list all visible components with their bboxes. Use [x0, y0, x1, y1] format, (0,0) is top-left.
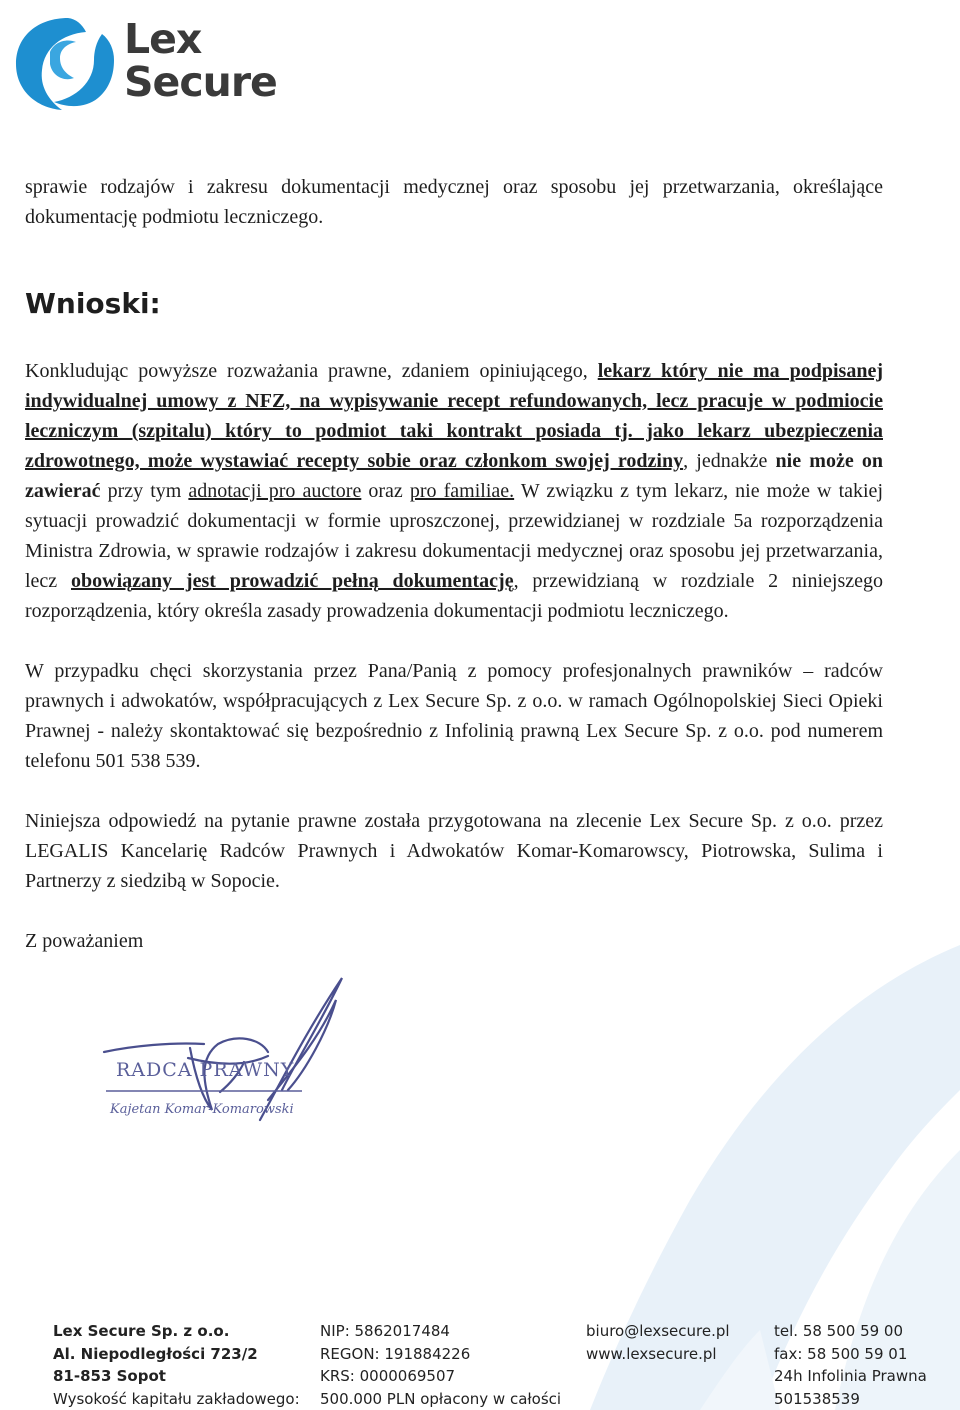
logo-word-secure: Secure: [124, 58, 277, 106]
conclusion-text: , przewidzianą w rozdziale 2 niniejszego rozporządzenia, który określa zasady prowadzenia dokumentacji podmiotu leczniczego.: [25, 570, 884, 622]
footer-hotline-label: 24h Infolinia Prawna: [774, 1367, 927, 1385]
footer-email-link[interactable]: biuro@lexsecure.pl: [586, 1322, 730, 1340]
contact-paragraph: W przypadku chęci skorzystania przez Pana/Panią z pomocy profesjonalnych prawników – radców prawnych i adwokatów, współpracujących z Lex Secure Sp. z o.o. w ramach Ogólnopolskiej Sieci Opieki Prawnej - należy skontaktować się bezpośrednio z Infolinią prawną Lex Secure Sp. z o.o. pod numerem telefonu 501 538 539.: [25, 660, 883, 772]
pro-auctore-phrase: adnotacji pro auctore: [188, 480, 362, 502]
logo-swoosh-icon: [16, 18, 114, 110]
full-documentation-phrase: obowiązany jest prowadzić pełną dokumentację: [71, 570, 514, 592]
footer-phone: tel. 58 500 59 00: [774, 1322, 904, 1340]
footer-capital-value: 500.000 PLN opłacony w całości: [320, 1389, 562, 1408]
footer-city: 81-853 Sopot: [53, 1367, 166, 1385]
footer-capital-label: Wysokość kapitału zakładowego:: [53, 1389, 300, 1408]
conclusion-text: przy tym: [100, 480, 189, 502]
conclusion-text: oraz: [361, 480, 410, 502]
footer-web-column: [586, 1320, 730, 1365]
conclusion-key-statement: lekarz który nie ma podpisanej indywidualnej umowy z NFZ, na wypisywanie recept refundowanych, lecz pracuje w podmiocie leczniczym (szpitalu) który to podmiot taki kontrakt posiada tj. jako lekarz ubezpieczenia zdrowotnego, może wystawiać recepty sobie oraz członkom swojej rodziny: [25, 360, 883, 472]
conclusion-text: Konkludując powyższe rozważania prawne, zdaniem opiniującego,: [25, 360, 598, 382]
intro-paragraph: sprawie rodzajów i zakresu dokumentacji medycznej oraz sposobu jej przetwarzania, określające dokumentację podmiotu leczniczego.: [25, 176, 883, 228]
footer-hotline-number: 501538539: [774, 1389, 860, 1408]
prepared-by-paragraph: Niniejsza odpowiedź na pytanie prawne została przygotowana na zlecenie Lex Secure Sp. z o.o. przez LEGALIS Kancelarię Radców Prawnych i Adwokatów Komar-Komarowscy, Piotrowska, Sulima i Partnerzy z siedzibą w Sopocie.: [25, 810, 883, 892]
footer-website-link[interactable]: www.lexsecure.pl: [586, 1344, 717, 1363]
conclusion-bold-phrase: nie może on zawierać: [25, 450, 884, 502]
footer-company-column: [53, 1320, 300, 1410]
stamp-text: [109, 1059, 294, 1117]
stamp-title: RADCA PRAWNY: [116, 1059, 295, 1081]
footer-fax: fax: 58 500 59 01: [774, 1344, 908, 1363]
footer-regon: REGON: 191884226: [320, 1344, 471, 1363]
footer-nip: NIP: 5862017484: [320, 1322, 450, 1340]
logo-wordmark: [124, 15, 277, 106]
stamp-name: Kajetan Komar-Komarowski: [110, 1102, 294, 1117]
logo-word-lex: Lex: [124, 15, 202, 63]
signature-stamp: [92, 960, 392, 1130]
letter-body: [25, 172, 883, 956]
handwritten-signature: [104, 978, 342, 1120]
pro-familiae-phrase: pro familiae.: [409, 480, 515, 502]
conclusion-text: W związku z tym lekarz, nie może w takiej sytuacji prowadzić dokumentacji w formie uproszczonej, przewidzianej w rozdziale 5a rozporządzenia Ministra Zdrowia, w sprawie rodzajów i zakresu dokumentacji medycznej oraz sposobu jej przetwarzania, lecz: [25, 480, 883, 592]
footer-company-name: Lex Secure Sp. z o.o.: [53, 1322, 230, 1340]
footer-krs: KRS: 0000069507: [320, 1367, 456, 1385]
footer-phone-column: [774, 1320, 927, 1410]
closing-salutation: Z poważaniem: [25, 930, 144, 952]
footer-street: Al. Niepodległości 723/2: [53, 1344, 258, 1363]
conclusion-text: , jednakże: [683, 450, 776, 472]
letterhead-footer: [0, 1320, 960, 1410]
conclusions-heading: Wnioski:: [25, 287, 161, 320]
footer-registry-column: [320, 1320, 561, 1410]
conclusion-paragraph: [25, 356, 883, 626]
